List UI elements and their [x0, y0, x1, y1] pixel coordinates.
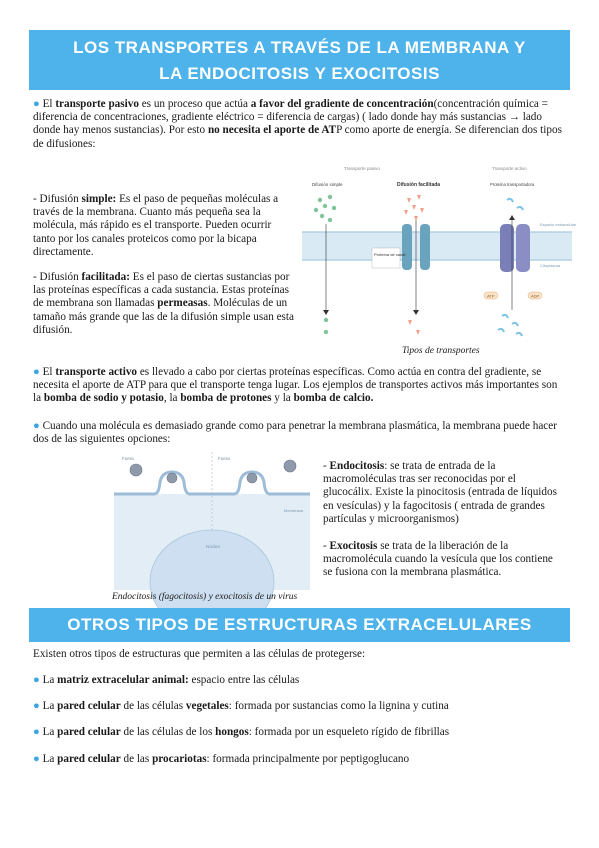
- text: Cuando una molécula es demasiado grande como para penetrar la membrana plasmática, la membrana puede hacer dos de las siguientes opciones:: [33, 420, 557, 446]
- text: La: [39, 674, 58, 686]
- term-active-transport: transporte activo: [55, 366, 138, 378]
- label-carrier-protein: Proteína transportadora: [490, 182, 535, 187]
- virus-particles: [130, 460, 296, 483]
- large-molecule-paragraph: [33, 420, 568, 446]
- text: P como aporte de energía. Se diferencian dos tipos de difusiones:: [33, 124, 562, 150]
- text: es llevado a cabo por ciertas proteínas específicas. Como actúa en contra del gradiente, se necesita el aporte de ATP para que el transporte tenga lugar. Los ejemplos de transportes activos más importantes son la: [33, 366, 558, 405]
- bullet-icon: ●: [33, 700, 40, 712]
- term-sodium-pump: bomba de sodio y potasio: [43, 392, 164, 405]
- term-gradient: a favor del gradiente de concentración: [250, 98, 434, 110]
- list-item: [33, 700, 568, 713]
- title-line-1: LOS TRANSPORTES A TRAVÉS DE LA MEMBRANA Y: [73, 38, 526, 57]
- text: -: [323, 540, 330, 552]
- arrow-head: [323, 310, 329, 315]
- label-active: Transporte activo: [492, 166, 527, 171]
- term-permeases: permeasas: [157, 297, 208, 310]
- channel-label-box: [372, 248, 400, 268]
- term: hongos: [215, 726, 249, 738]
- text: : formada principalmente por peptigoglucano: [206, 753, 410, 765]
- text: de las células: [120, 700, 186, 712]
- text: , la: [163, 392, 181, 405]
- figure-caption-endocytosis: Endocitosis (fagocitosis) y exocitosis de un virus: [112, 592, 298, 602]
- list-item: [33, 674, 568, 687]
- text: de las: [120, 753, 153, 765]
- title-line-2: LA ENDOCITOSIS Y EXOCITOSIS: [159, 64, 440, 83]
- label-membrane: Membrana: [284, 508, 304, 513]
- text: -: [323, 460, 330, 472]
- simple-diffusion-paragraph: [33, 193, 295, 259]
- endocytosis-figure: [114, 452, 310, 590]
- text: y la: [271, 392, 294, 405]
- text: Es el paso de ciertas sustancias por las proteínas específicas a cada sustancia. Estas proteínas de membrana son llamadas: [33, 271, 290, 310]
- term: procariotas: [152, 753, 207, 765]
- text: : formada por un esqueleto rígido de fibrillas: [248, 726, 450, 738]
- term-facilitated: facilitada:: [81, 271, 130, 283]
- active-transport-paragraph: [33, 366, 568, 406]
- text: Es el paso de pequeñas moléculas a través de la membrana. Cuanto más pequeña sea la molécula, más rápido es el transporte. Pueden ocurrir tanto por los canales proteicos como por la bicapa directamente.: [33, 193, 279, 258]
- label-facilitated-diffusion: Difusión facilitada: [397, 182, 441, 188]
- arrow-head: [509, 215, 515, 220]
- term: pared celular: [57, 700, 121, 712]
- text: La: [39, 753, 58, 765]
- term: pared celular: [57, 753, 121, 765]
- text: es un proceso que actúa: [138, 98, 251, 110]
- transport-types-figure: [302, 160, 577, 342]
- endocytosis-diagram: [114, 452, 310, 590]
- text: El: [39, 98, 56, 110]
- exocytosis-paragraph: [323, 540, 563, 580]
- term: vegetales: [185, 700, 229, 712]
- term: pared celular: [57, 726, 121, 738]
- bullet-icon: ●: [33, 420, 40, 432]
- section-title-extracellular: OTROS TIPOS DE ESTRUCTURAS EXTRACELULARES: [29, 608, 570, 642]
- term-simple: simple:: [81, 193, 117, 205]
- term-exocytosis: Exocitosis: [329, 540, 378, 552]
- text: La: [39, 700, 58, 712]
- text: La: [39, 726, 58, 738]
- extracellular-intro: Existen otros tipos de estructuras que permiten a las células de protegerse:: [33, 648, 366, 660]
- label-nucleus: Núcleo: [206, 544, 221, 549]
- passive-transport-paragraph: [33, 98, 568, 151]
- section-title-membrane-transport: [29, 30, 570, 90]
- list-item: [33, 753, 568, 766]
- term-no-atp: no necesita el aporte de AT: [207, 124, 337, 137]
- transport-diagram: [302, 160, 577, 342]
- label-extracellular: Espacio extracelular: [540, 222, 577, 227]
- facilitated-diffusion-paragraph: [33, 271, 297, 337]
- label-passive: Transporte pasivo: [344, 166, 380, 171]
- label-outside-left: Fuera: [122, 456, 134, 461]
- label-simple-diffusion: Difusión simple: [312, 182, 343, 187]
- label-atp: ATP: [487, 293, 495, 299]
- text: El: [39, 366, 56, 378]
- bullet-icon: ●: [33, 98, 40, 110]
- bullet-icon: ●: [33, 753, 40, 765]
- text: se trata de la liberación de la macromolécula cuando la vesícula que los contiene se fusiona con la membrana plasmática.: [323, 540, 553, 579]
- term-passive-transport: transporte pasivo: [55, 98, 139, 110]
- text: espacio entre las células: [188, 674, 300, 686]
- text: . Moléculas de un tamaño más grande que las de la difusión simple usan esta difusión.: [33, 297, 294, 336]
- text: : se trata de entrada de la macromoléculas tras ser reconocidas por el glucocálix. Existe la pinocitosis (entrada de líquidos en vesículas) y la fagocitosis ( entrada de grandes partículas y microorganismos): [323, 460, 557, 525]
- figure-caption-transport: Tipos de transportes: [402, 346, 480, 356]
- text: (concentración química = diferencia de concentraciones, gradiente eléctrico = diferencia de cargas) ( lado donde hay más sustancias → lado donde hay menos sustancias). Por esto: [33, 98, 548, 137]
- plasma-membrane: [114, 472, 310, 494]
- text: - Difusión: [33, 193, 82, 205]
- label-cytoplasm: Citoplasma: [540, 263, 561, 268]
- label-adp: ADP: [531, 293, 540, 299]
- term-proton-pump: bomba de protones: [180, 392, 272, 405]
- text: de las células de los: [120, 726, 216, 738]
- membrane: [302, 232, 572, 260]
- bullet-icon: ●: [33, 674, 40, 686]
- term-calcium-pump: bomba de calcio.: [293, 392, 374, 405]
- term-endocytosis: Endocitosis: [329, 460, 385, 472]
- endocytosis-paragraph: [323, 460, 563, 526]
- bullet-icon: ●: [33, 726, 40, 738]
- term: matriz extracelular animal:: [57, 674, 189, 686]
- text: : formada por sustancias como la lignina y cutina: [228, 700, 449, 712]
- text: - Difusión: [33, 271, 82, 283]
- list-item: [33, 726, 568, 739]
- label-channel-protein: Proteína de canal: [374, 252, 406, 257]
- arrow-head: [413, 310, 419, 315]
- bullet-icon: ●: [33, 366, 40, 378]
- label-outside-right: Fuera: [218, 456, 230, 461]
